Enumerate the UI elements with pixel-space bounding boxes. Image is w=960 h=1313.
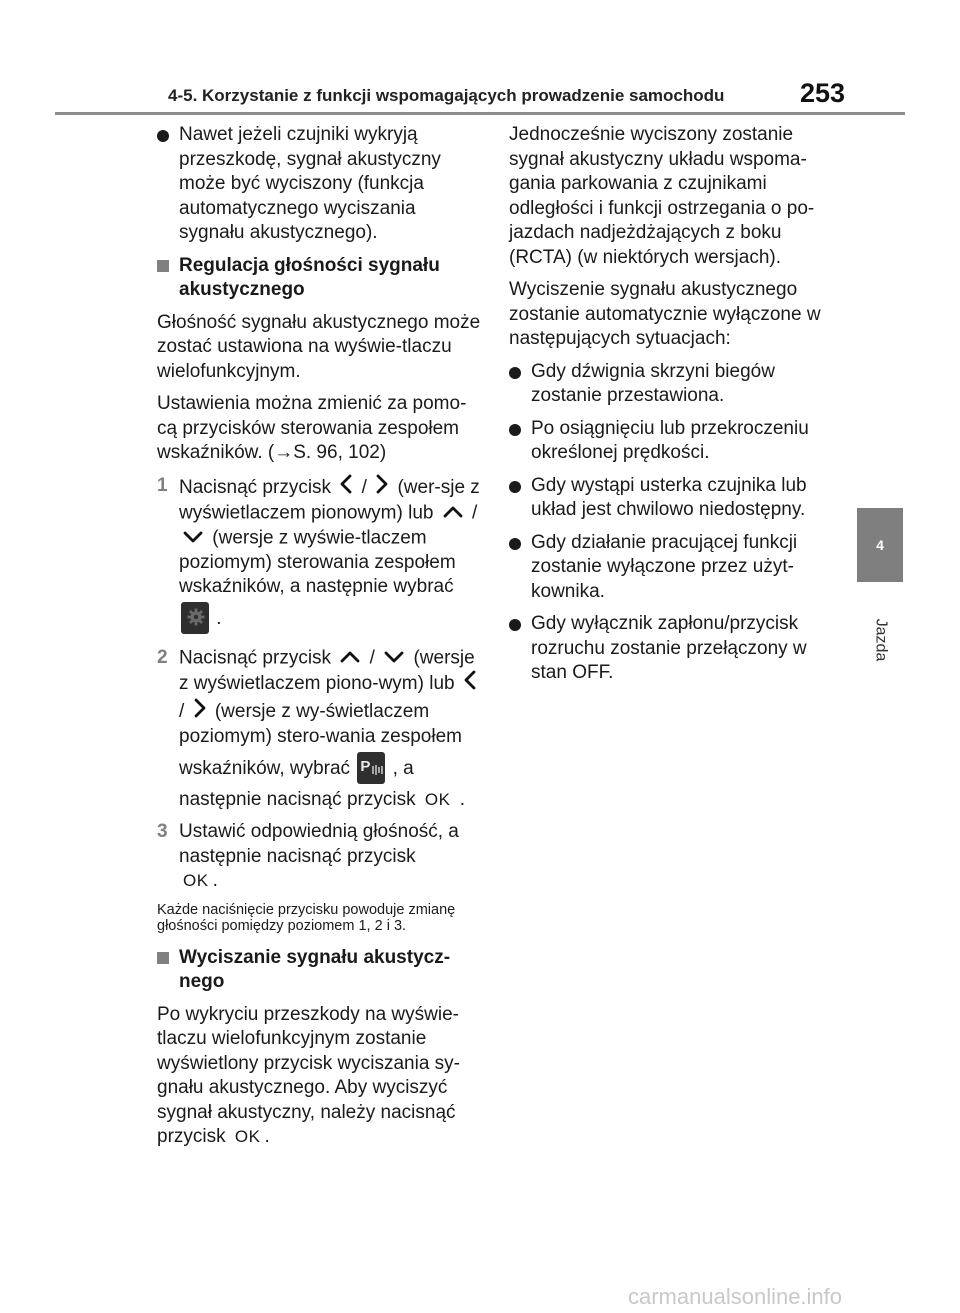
bullet-dot [509, 367, 521, 379]
bullet-condition: Gdy działanie pracującej funkcji zostanie wyłączone przez użyt-kownika. [509, 531, 839, 605]
note-text: Każde naciśnięcie przycisku powoduje zmianę głośności pomiędzy poziomem 1, 2 i 3. [157, 901, 456, 934]
chevron-down-icon [183, 526, 203, 551]
bullet-dot [509, 424, 521, 436]
bullet-dot [509, 619, 521, 631]
section-title: 4-5. Korzystanie z funkcji wspomagających prowadzenie samochodu [168, 86, 725, 105]
chevron-right-icon [194, 698, 206, 726]
left-column [157, 123, 482, 1158]
parking-sensor-volume-icon: P [357, 752, 385, 784]
chevron-down-icon [384, 646, 404, 671]
watermark: carmanualsonline.info [628, 1284, 843, 1309]
bullet-condition: Po osiągnięciu lub przekroczeniu określonej prędkości. [509, 417, 839, 466]
step-1: 1 Nacisnąć przycisk / (wer-sje z wyświetlaczem pionowym) lub / (wersje z wyświe-tlaczem poziomym) sterowania zespołem wskaźników, a następnie wybrać . [157, 474, 482, 638]
paragraph: Wyciszenie sygnału akustycznego zostanie automatycznie wyłączone w następujących sytuacjach: [509, 279, 821, 349]
step-number: 3 [157, 821, 168, 843]
right-column [509, 123, 839, 694]
heading-volume: Regulacja głośności sygnału akustycznego [157, 254, 482, 303]
bullet-dot [509, 538, 521, 550]
step-2: 2 Nacisnąć przycisk / (wersje z wyświetlaczem piono-wym) lub / (wersje z wy-świetlaczem poziomym) stero-wania zespołem wskaźników, wybrać P , a następnie nacisnąć przycisk OK . [157, 646, 482, 813]
bullet-condition: Gdy wystąpi usterka czujnika lub układ jest chwilowo niedostępny. [509, 474, 839, 523]
chevron-left-icon [464, 670, 476, 698]
bullet-condition: Gdy wyłącznik zapłonu/przycisk rozruchu zostanie przełączony w stan OFF. [509, 612, 839, 686]
bullet-auto-mute: Nawet jeżeli czujniki wykryją przeszkodę, sygnał akustyczny może być wyciszony (funkcja automatycznego wyciszania sygnału akustycznego). [157, 123, 482, 246]
chevron-up-icon [340, 646, 360, 671]
paragraph: Ustawienia można zmienić za pomo-cą przycisków sterowania zespołem wskaźników. (→S. 96, 102) [157, 393, 467, 463]
bullet-dot [157, 130, 169, 142]
chevron-up-icon [443, 501, 463, 526]
page-number: 253 [800, 78, 846, 108]
chapter-tab[interactable] [857, 508, 903, 582]
heading-square [157, 260, 169, 272]
chapter-label: Jazda [871, 618, 889, 662]
gear-icon [181, 602, 209, 634]
ok-button-symbol: OK [424, 789, 451, 809]
bullet-dot [509, 481, 521, 493]
heading-mute: Wyciszanie sygnału akustycz-nego [157, 946, 482, 995]
paragraph: Po wykryciu przeszkody na wyświe-tlaczu wielofunkcyjnym zostanie wyświetlony przycisk wyciszania sy-gnału akustycznego. Aby wyciszyć sygnał akustyczny, należy nacisnąć przycisk OK . [157, 1003, 482, 1150]
chevron-left-icon [340, 474, 352, 502]
step-number: 1 [157, 474, 168, 496]
ok-button-symbol: OK [183, 871, 209, 891]
paragraph: Głośność sygnału akustycznego może zostać ustawiona na wyświe-tlaczu wielofunkcyjnym. [157, 311, 481, 382]
bullet-condition: Gdy dźwignia skrzyni biegów zostanie przestawiona. [509, 360, 839, 409]
paragraph: Jednocześnie wyciszony zostanie sygnał akustyczny układu wspoma-gania parkowania z czujnikami odległości i funkcji ostrzegania o po-jazdach nadjeżdżających z boku (RCTA) (w niektórych wersjach). [509, 124, 815, 268]
step-3: 3 Ustawić odpowiednią głośność, a następnie nacisnąć przycisk OK . [157, 820, 482, 894]
header-divider [55, 112, 905, 115]
chevron-right-icon [376, 474, 388, 502]
heading-square [157, 952, 169, 964]
chapter-number: 4 [876, 537, 884, 553]
step-number: 2 [157, 646, 168, 668]
ok-button-symbol: OK [234, 1127, 261, 1147]
